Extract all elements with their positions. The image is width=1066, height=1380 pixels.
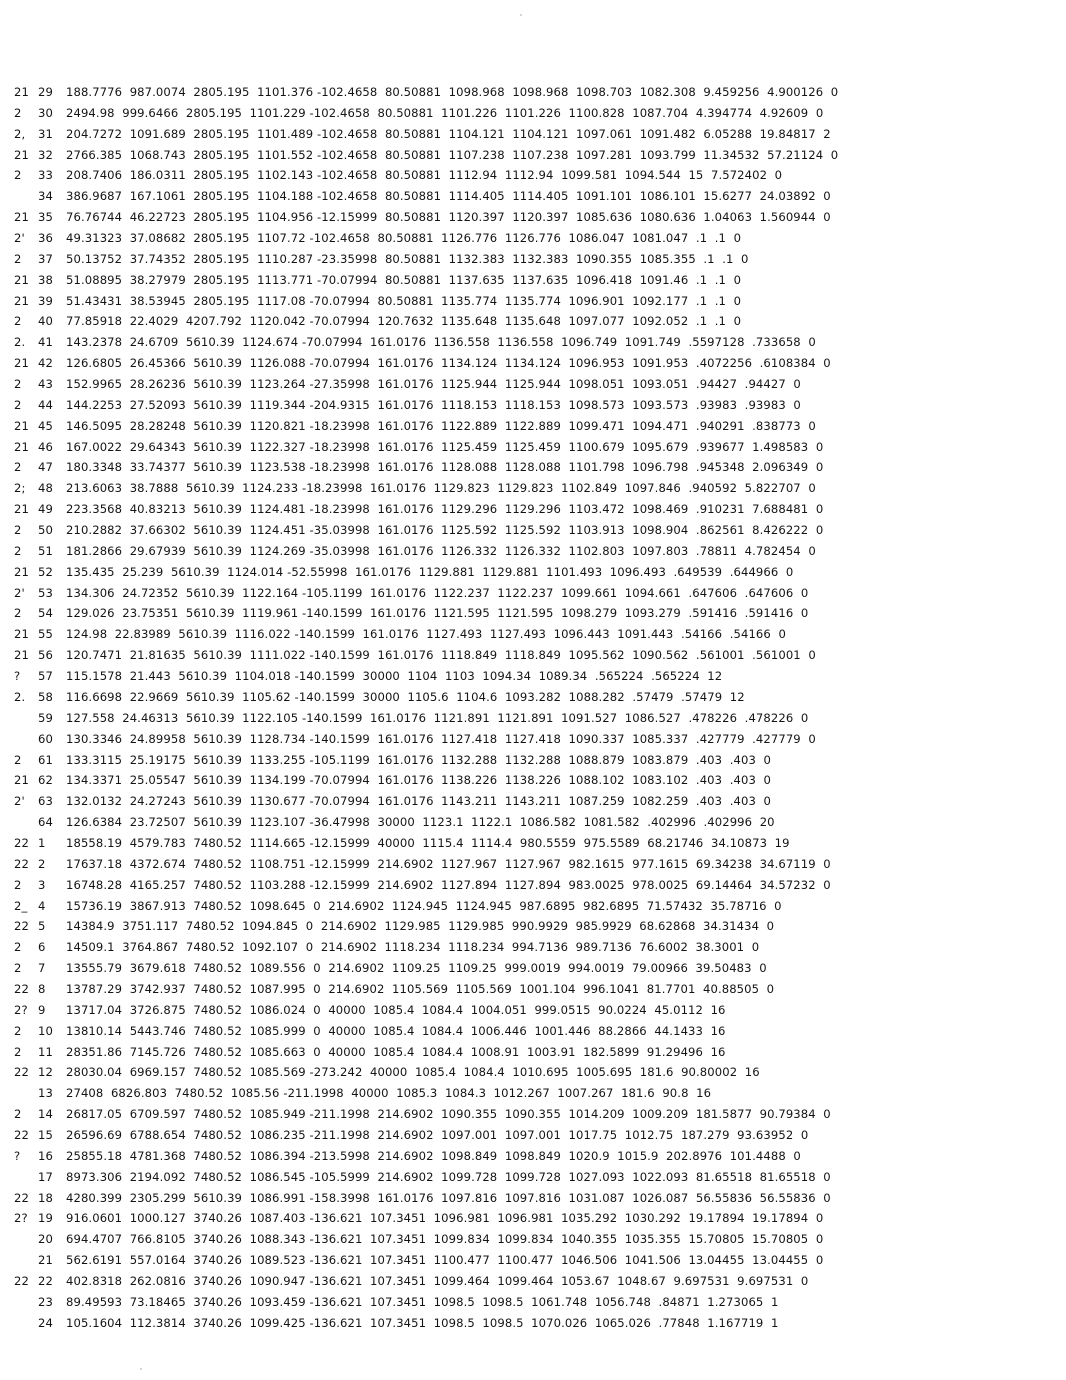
row-values: 28030.04 6969.157 7480.52 1085.569 -273.242 40000 1085.4 1084.4 1010.695 1005.695 181.6 90.80002 16	[66, 1065, 760, 1080]
data-row	[14, 457, 1054, 478]
data-row	[14, 603, 1054, 624]
data-row	[14, 1188, 1054, 1209]
row-values: 13810.14 5443.746 7480.52 1085.999 0 40000 1085.4 1084.4 1006.446 1001.446 88.2866 44.1433 16	[66, 1023, 726, 1038]
row-group-id: 2	[14, 1023, 22, 1038]
row-index: 52	[38, 564, 53, 579]
row-values: 13555.79 3679.618 7480.52 1089.556 0 214.6902 1109.25 1109.25 999.0019 994.0019 79.00966 39.50483 0	[66, 961, 767, 976]
data-row	[14, 228, 1054, 249]
row-group-id: 2	[14, 877, 22, 892]
row-index: 44	[38, 397, 53, 412]
row-values: 13787.29 3742.937 7480.52 1087.995 0 214.6902 1105.569 1105.569 1001.104 996.1041 81.7701 40.88505 0	[66, 981, 775, 996]
row-index: 54	[38, 606, 53, 621]
row-group-id: 22	[14, 856, 29, 871]
data-row	[14, 916, 1054, 937]
row-index: 22	[38, 1273, 53, 1288]
row-values: 2494.98 999.6466 2805.195 1101.229 -102.4658 80.50881 1101.226 1101.226 1100.828 1087.704 4.394774 4.92609 0	[66, 105, 824, 120]
row-group-id: 2	[14, 105, 22, 120]
row-group-id: 2'	[14, 794, 25, 809]
row-values: 124.98 22.83989 5610.39 1116.022 -140.1599 161.0176 1127.493 1127.493 1096.443 1091.443 .54166 .54166 0	[66, 627, 786, 642]
row-group-id: 21	[14, 773, 29, 788]
data-row	[14, 270, 1054, 291]
row-index: 10	[38, 1023, 53, 1038]
data-row	[14, 103, 1054, 124]
row-index: 35	[38, 210, 53, 225]
row-index: 43	[38, 377, 53, 392]
row-index: 46	[38, 439, 53, 454]
row-values: 129.026 23.75351 5610.39 1119.961 -140.1599 161.0176 1121.595 1121.595 1098.279 1093.279 .591416 .591416 0	[66, 606, 809, 621]
data-row	[14, 1104, 1054, 1125]
row-index: 57	[38, 669, 53, 684]
row-values: 50.13752 37.74352 2805.195 1110.287 -23.35998 80.50881 1132.383 1132.383 1090.355 1085.355 .1 .1 0	[66, 251, 749, 266]
row-group-id: 2	[14, 1044, 22, 1059]
row-values: 181.2866 29.67939 5610.39 1124.269 -35.03998 161.0176 1126.332 1126.332 1102.803 1097.803 .78811 4.782454 0	[66, 543, 816, 558]
row-values: 8973.306 2194.092 7480.52 1086.545 -105.5999 214.6902 1099.728 1099.728 1027.093 1022.093 81.65518 81.65518 0	[66, 1169, 831, 1184]
row-index: 30	[38, 105, 53, 120]
row-group-id: 21	[14, 648, 29, 663]
row-values: 51.43431 38.53945 2805.195 1117.08 -70.07994 80.50881 1135.774 1135.774 1096.901 1092.177 .1 .1 0	[66, 293, 742, 308]
row-values: 144.2253 27.52093 5610.39 1119.344 -204.9315 161.0176 1118.153 1118.153 1098.573 1093.573 .93983 .93983 0	[66, 397, 801, 412]
row-values: 14384.9 3751.117 7480.52 1094.845 0 214.6902 1129.985 1129.985 990.9929 985.9929 68.62868 34.31434 0	[66, 919, 775, 934]
row-index: 48	[38, 481, 53, 496]
row-values: 105.1604 112.3814 3740.26 1099.425 -136.621 107.3451 1098.5 1098.5 1070.026 1065.026 .77848 1.167719 1	[66, 1315, 779, 1330]
data-row	[14, 311, 1054, 332]
row-index: 38	[38, 272, 53, 287]
row-values: 204.7272 1091.689 2805.195 1101.489 -102.4658 80.50881 1104.121 1104.121 1097.061 1091.482 6.05288 19.84817 2	[66, 126, 831, 141]
row-values: 14509.1 3764.867 7480.52 1092.107 0 214.6902 1118.234 1118.234 994.7136 989.7136 76.6002 38.3001 0	[66, 940, 760, 955]
row-index: 2	[38, 856, 46, 871]
data-row	[14, 750, 1054, 771]
data-row	[14, 708, 1054, 729]
row-values: 134.3371 25.05547 5610.39 1134.199 -70.07994 161.0176 1138.226 1138.226 1088.102 1083.102 .403 .403 0	[66, 773, 771, 788]
row-group-id: 2'	[14, 231, 25, 246]
data-row	[14, 353, 1054, 374]
row-group-id: 21	[14, 502, 29, 517]
row-values: 386.9687 167.1061 2805.195 1104.188 -102.4658 80.50881 1114.405 1114.405 1091.101 1086.101 15.6277 24.03892 0	[66, 189, 831, 204]
row-index: 34	[38, 189, 53, 204]
row-values: 130.3346 24.89958 5610.39 1128.734 -140.1599 161.0176 1127.418 1127.418 1090.337 1085.337 .427779 .427779 0	[66, 731, 816, 746]
data-row	[14, 165, 1054, 186]
row-group-id: 22	[14, 981, 29, 996]
row-index: 17	[38, 1169, 53, 1184]
row-group-id: 2,	[14, 126, 26, 141]
row-index: 14	[38, 1107, 53, 1122]
row-values: 916.0601 1000.127 3740.26 1087.403 -136.621 107.3451 1096.981 1096.981 1035.292 1030.292 19.17894 19.17894 0	[66, 1211, 824, 1226]
row-values: 18558.19 4579.783 7480.52 1114.665 -12.15999 40000 1115.4 1114.4 980.5559 975.5589 68.21746 34.10873 19	[66, 835, 790, 850]
row-group-id: 2	[14, 606, 22, 621]
row-values: 143.2378 24.6709 5610.39 1124.674 -70.07994 161.0176 1136.558 1136.558 1096.749 1091.749 .5597128 .733658 0	[66, 335, 816, 350]
row-index: 45	[38, 418, 53, 433]
scan-speck	[140, 1368, 142, 1370]
row-index: 58	[38, 689, 53, 704]
row-group-id: 2;	[14, 481, 26, 496]
row-values: 132.0132 24.27243 5610.39 1130.677 -70.07994 161.0176 1143.211 1143.211 1087.259 1082.259 .403 .403 0	[66, 794, 771, 809]
row-group-id: 2	[14, 1107, 22, 1122]
row-index: 21	[38, 1253, 53, 1268]
data-row	[14, 854, 1054, 875]
row-group-id: 2.	[14, 335, 26, 350]
row-group-id: 2	[14, 523, 22, 538]
row-index: 13	[38, 1086, 53, 1101]
row-index: 62	[38, 773, 53, 788]
row-group-id: 21	[14, 272, 29, 287]
data-row	[14, 1208, 1054, 1229]
row-index: 56	[38, 648, 53, 663]
data-row	[14, 1042, 1054, 1063]
data-row	[14, 1021, 1054, 1042]
row-index: 15	[38, 1127, 53, 1142]
row-index: 60	[38, 731, 53, 746]
row-values: 26596.69 6788.654 7480.52 1086.235 -211.1998 214.6902 1097.001 1097.001 1017.75 1012.75 187.279 93.63952 0	[66, 1127, 809, 1142]
data-row	[14, 291, 1054, 312]
row-values: 126.6384 23.72507 5610.39 1123.107 -36.47998 30000 1123.1 1122.1 1086.582 1081.582 .402996 .402996 20	[66, 815, 775, 830]
row-group-id: 21	[14, 147, 29, 162]
row-index: 33	[38, 168, 53, 183]
row-index: 19	[38, 1211, 53, 1226]
row-index: 18	[38, 1190, 53, 1205]
data-row	[14, 958, 1054, 979]
data-row	[14, 1083, 1054, 1104]
data-row	[14, 1125, 1054, 1146]
row-index: 1	[38, 835, 46, 850]
row-index: 37	[38, 251, 53, 266]
row-group-id: 22	[14, 835, 29, 850]
row-index: 4	[38, 898, 46, 913]
data-row	[14, 520, 1054, 541]
row-values: 13717.04 3726.875 7480.52 1086.024 0 40000 1085.4 1084.4 1004.051 999.0515 90.0224 45.0112 16	[66, 1002, 726, 1017]
row-values: 15736.19 3867.913 7480.52 1098.645 0 214.6902 1124.945 1124.945 987.6895 982.6895 71.57432 35.78716 0	[66, 898, 782, 913]
data-row	[14, 124, 1054, 145]
row-values: 402.8318 262.0816 3740.26 1090.947 -136.621 107.3451 1099.464 1099.464 1053.67 1048.67 9.697531 9.697531 0	[66, 1273, 809, 1288]
row-group-id: 2	[14, 460, 22, 475]
row-index: 8	[38, 981, 46, 996]
row-group-id: 21	[14, 85, 29, 99]
row-values: 16748.28 4165.257 7480.52 1103.288 -12.15999 214.6902 1127.894 1127.894 983.0025 978.0025 69.14464 34.57232 0	[66, 877, 831, 892]
data-row	[14, 645, 1054, 666]
row-index: 32	[38, 147, 53, 162]
row-values: 562.6191 557.0164 3740.26 1089.523 -136.621 107.3451 1100.477 1100.477 1046.506 1041.506 13.04455 13.04455 0	[66, 1253, 824, 1268]
data-row	[14, 1313, 1054, 1334]
row-values: 115.1578 21.443 5610.39 1104.018 -140.1599 30000 1104 1103 1094.34 1089.34 .565224 .565224 12	[66, 669, 723, 684]
row-group-id: 21	[14, 627, 29, 642]
row-values: 89.49593 73.18465 3740.26 1093.459 -136.621 107.3451 1098.5 1098.5 1061.748 1056.748 .84871 1.273065 1	[66, 1294, 779, 1309]
data-row	[14, 82, 1054, 103]
row-values: 116.6698 22.9669 5610.39 1105.62 -140.1599 30000 1105.6 1104.6 1093.282 1088.282 .57479 .57479 12	[66, 689, 745, 704]
data-row	[14, 437, 1054, 458]
data-row	[14, 186, 1054, 207]
data-row	[14, 145, 1054, 166]
row-group-id: 2	[14, 961, 22, 976]
data-row	[14, 207, 1054, 228]
row-group-id: 21	[14, 564, 29, 579]
row-group-id: 21	[14, 293, 29, 308]
row-group-id: 2	[14, 940, 22, 955]
row-index: 39	[38, 293, 53, 308]
row-values: 188.7776 987.0074 2805.195 1101.376 -102.4658 80.50881 1098.968 1098.968 1098.703 1082.308 9.459256 4.900126 0	[66, 85, 839, 99]
data-row	[14, 1250, 1054, 1271]
row-group-id: 2	[14, 168, 22, 183]
data-row	[14, 770, 1054, 791]
data-row	[14, 395, 1054, 416]
row-values: 120.7471 21.81635 5610.39 1111.022 -140.1599 161.0176 1118.849 1118.849 1095.562 1090.562 .561001 .561001 0	[66, 648, 816, 663]
row-index: 23	[38, 1294, 53, 1309]
data-row	[14, 937, 1054, 958]
row-index: 24	[38, 1315, 53, 1330]
row-index: 59	[38, 710, 53, 725]
row-index: 47	[38, 460, 53, 475]
data-row	[14, 1146, 1054, 1167]
data-row	[14, 332, 1054, 353]
row-group-id: 2	[14, 314, 22, 329]
row-group-id: 21	[14, 418, 29, 433]
row-values: 167.0022 29.64343 5610.39 1122.327 -18.23998 161.0176 1125.459 1125.459 1100.679 1095.679 .939677 1.498583 0	[66, 439, 824, 454]
row-group-id: 2?	[14, 1211, 28, 1226]
row-index: 36	[38, 231, 53, 246]
data-row	[14, 541, 1054, 562]
row-group-id: 22	[14, 1273, 29, 1288]
data-row	[14, 812, 1054, 833]
row-index: 41	[38, 335, 53, 350]
data-row	[14, 875, 1054, 896]
data-row	[14, 1000, 1054, 1021]
row-index: 42	[38, 356, 53, 371]
row-index: 64	[38, 815, 53, 830]
row-index: 31	[38, 126, 53, 141]
data-row	[14, 896, 1054, 917]
row-group-id: ?	[14, 669, 21, 684]
row-index: 20	[38, 1232, 53, 1247]
row-values: 4280.399 2305.299 5610.39 1086.991 -158.3998 161.0176 1097.816 1097.816 1031.087 1026.087 56.55836 56.55836 0	[66, 1190, 831, 1205]
row-group-id: 2	[14, 377, 22, 392]
row-index: 3	[38, 877, 46, 892]
row-values: 2766.385 1068.743 2805.195 1101.552 -102.4658 80.50881 1107.238 1107.238 1097.281 1093.799 11.34532 57.21124 0	[66, 147, 839, 162]
row-group-id: 22	[14, 1065, 29, 1080]
row-index: 51	[38, 543, 53, 558]
row-values: 127.558 24.46313 5610.39 1122.105 -140.1599 161.0176 1121.891 1121.891 1091.527 1086.527 .478226 .478226 0	[66, 710, 809, 725]
row-index: 29	[38, 85, 53, 99]
data-row	[14, 833, 1054, 854]
row-values: 49.31323 37.08682 2805.195 1107.72 -102.4658 80.50881 1126.776 1126.776 1086.047 1081.047 .1 .1 0	[66, 231, 742, 246]
data-row	[14, 249, 1054, 270]
row-values: 76.76744 46.22723 2805.195 1104.956 -12.15999 80.50881 1120.397 1120.397 1085.636 1080.636 1.04063 1.560944 0	[66, 210, 831, 225]
row-index: 7	[38, 961, 46, 976]
row-group-id: 2?	[14, 1002, 28, 1017]
data-row	[14, 1167, 1054, 1188]
row-values: 694.4707 766.8105 3740.26 1088.343 -136.621 107.3451 1099.834 1099.834 1040.355 1035.355 15.70805 15.70805 0	[66, 1232, 824, 1247]
row-values: 133.3115 25.19175 5610.39 1133.255 -105.1199 161.0176 1132.288 1132.288 1088.879 1083.879 .403 .403 0	[66, 752, 771, 767]
row-values: 126.6805 26.45366 5610.39 1126.088 -70.07994 161.0176 1134.124 1134.124 1096.953 1091.953 .4072256 .6108384 0	[66, 356, 831, 371]
row-group-id: 21	[14, 439, 29, 454]
data-row	[14, 583, 1054, 604]
data-row	[14, 1229, 1054, 1250]
row-index: 63	[38, 794, 53, 809]
data-row	[14, 687, 1054, 708]
row-values: 180.3348 33.74377 5610.39 1123.538 -18.23998 161.0176 1128.088 1128.088 1101.798 1096.798 .945348 2.096349 0	[66, 460, 824, 475]
row-group-id: ?	[14, 1148, 21, 1163]
row-values: 25855.18 4781.368 7480.52 1086.394 -213.5998 214.6902 1098.849 1098.849 1020.9 1015.9 202.8976 101.4488 0	[66, 1148, 801, 1163]
row-values: 51.08895 38.27979 2805.195 1113.771 -70.07994 80.50881 1137.635 1137.635 1096.418 1091.46 .1 .1 0	[66, 272, 742, 287]
row-index: 40	[38, 314, 53, 329]
scan-speck	[520, 14, 522, 16]
row-group-id: 2	[14, 251, 22, 266]
row-group-id: 2	[14, 543, 22, 558]
row-index: 12	[38, 1065, 53, 1080]
row-values: 213.6063 38.7888 5610.39 1124.233 -18.23998 161.0176 1129.823 1129.823 1102.849 1097.846 .940592 5.822707 0	[66, 481, 816, 496]
row-group-id: 2_	[14, 898, 28, 913]
data-row	[14, 478, 1054, 499]
data-row	[14, 791, 1054, 812]
row-group-id: 2	[14, 752, 22, 767]
data-listing	[14, 82, 1054, 1334]
row-values: 210.2882 37.66302 5610.39 1124.451 -35.03998 161.0176 1125.592 1125.592 1103.913 1098.904 .862561 8.426222 0	[66, 523, 824, 538]
data-row	[14, 666, 1054, 687]
data-row	[14, 499, 1054, 520]
row-index: 53	[38, 585, 53, 600]
row-values: 26817.05 6709.597 7480.52 1085.949 -211.1998 214.6902 1090.355 1090.355 1014.209 1009.209 181.5877 90.79384 0	[66, 1107, 831, 1122]
row-values: 17637.18 4372.674 7480.52 1108.751 -12.15999 214.6902 1127.967 1127.967 982.1615 977.1615 69.34238 34.67119 0	[66, 856, 831, 871]
data-row	[14, 416, 1054, 437]
row-values: 28351.86 7145.726 7480.52 1085.663 0 40000 1085.4 1084.4 1008.91 1003.91 182.5899 91.29496 16	[66, 1044, 726, 1059]
row-group-id: 22	[14, 919, 29, 934]
row-group-id: 21	[14, 210, 29, 225]
row-index: 5	[38, 919, 46, 934]
row-index: 61	[38, 752, 53, 767]
data-row	[14, 374, 1054, 395]
data-row	[14, 624, 1054, 645]
row-group-id: 2	[14, 397, 22, 412]
row-index: 49	[38, 502, 53, 517]
row-group-id: 2.	[14, 689, 26, 704]
row-index: 55	[38, 627, 53, 642]
data-row	[14, 1271, 1054, 1292]
data-row	[14, 562, 1054, 583]
data-row	[14, 1062, 1054, 1083]
row-group-id: 21	[14, 356, 29, 371]
data-row	[14, 979, 1054, 1000]
row-values: 27408 6826.803 7480.52 1085.56 -211.1998 40000 1085.3 1084.3 1012.267 1007.267 181.6 90.8 16	[66, 1086, 712, 1101]
row-values: 223.3568 40.83213 5610.39 1124.481 -18.23998 161.0176 1129.296 1129.296 1103.472 1098.469 .910231 7.688481 0	[66, 502, 824, 517]
row-index: 9	[38, 1002, 46, 1017]
row-values: 146.5095 28.28248 5610.39 1120.821 -18.23998 161.0176 1122.889 1122.889 1099.471 1094.471 .940291 .838773 0	[66, 418, 816, 433]
data-row	[14, 1292, 1054, 1313]
row-index: 11	[38, 1044, 53, 1059]
row-index: 50	[38, 523, 53, 538]
row-index: 6	[38, 940, 46, 955]
row-values: 134.306 24.72352 5610.39 1122.164 -105.1199 161.0176 1122.237 1122.237 1099.661 1094.661 .647606 .647606 0	[66, 585, 809, 600]
row-values: 208.7406 186.0311 2805.195 1102.143 -102.4658 80.50881 1112.94 1112.94 1099.581 1094.544 15 7.572402 0	[66, 168, 783, 183]
row-group-id: 2'	[14, 585, 25, 600]
row-index: 16	[38, 1148, 53, 1163]
row-group-id: 22	[14, 1190, 29, 1205]
row-group-id: 22	[14, 1127, 29, 1142]
row-values: 77.85918 22.4029 4207.792 1120.042 -70.07994 120.7632 1135.648 1135.648 1097.077 1092.052 .1 .1 0	[66, 314, 742, 329]
row-values: 135.435 25.239 5610.39 1124.014 -52.55998 161.0176 1129.881 1129.881 1101.493 1096.493 .649539 .644966 0	[66, 564, 794, 579]
data-row	[14, 729, 1054, 750]
row-values: 152.9965 28.26236 5610.39 1123.264 -27.35998 161.0176 1125.944 1125.944 1098.051 1093.051 .94427 .94427 0	[66, 377, 801, 392]
